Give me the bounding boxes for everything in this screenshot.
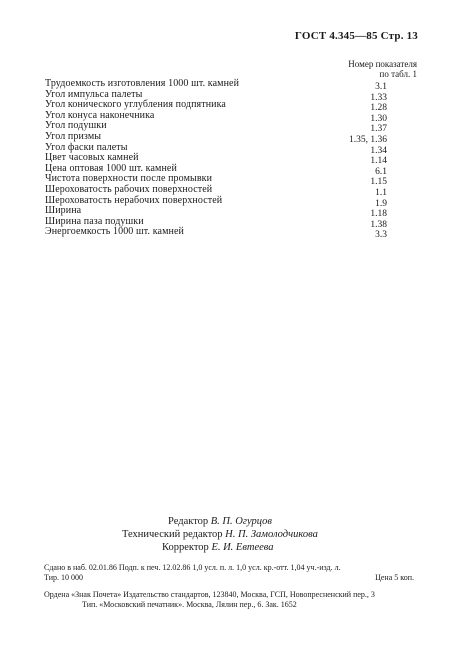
column-header-line2: по табл. 1: [379, 69, 417, 79]
row-value: 1.35, 1.36: [349, 134, 387, 145]
editor-name: В. П. Огурцов: [210, 516, 272, 527]
row-value: 1.38: [370, 219, 387, 230]
row-value: 3.3: [375, 230, 387, 241]
column-header: [348, 59, 417, 79]
tech-editor-line: [122, 528, 318, 541]
row-value: 1.15: [370, 177, 387, 188]
imprint-line1: Сдано в наб. 02.01.86 Подп. к печ. 12.02.86 1,0 усл. п. л. 1,0 усл. кр.-отт. 1,04 уч.-изд. л.: [44, 563, 341, 572]
tech-editor-role: Технический редактор: [122, 529, 223, 540]
row-value: 1.28: [370, 103, 387, 114]
editors-block: [122, 515, 318, 554]
editor-line: [122, 515, 318, 528]
row-value: 1.18: [370, 209, 387, 220]
page-header: ГОСТ 4.345—85 Стр. 13: [294, 30, 418, 42]
row-name: Угол импульса палеты: [45, 88, 143, 100]
row-name: Ширина: [45, 205, 82, 217]
row-name: Угол фаски палеты: [45, 141, 128, 153]
row-name: Шероховатость рабочих поверхностей: [45, 183, 213, 195]
price: Цена 5 коп.: [375, 572, 414, 582]
table-row: [45, 226, 387, 241]
row-value: 1.14: [370, 156, 387, 167]
row-name: Угол призмы: [45, 130, 102, 142]
corrector-name: Е. И. Евтеева: [211, 542, 274, 553]
printer-line: Тип. «Московский печатник». Москва, Лялин пер., 6. Зак. 1652: [82, 600, 297, 609]
row-name: Шероховатость нерабочих поверхностей: [45, 194, 223, 206]
row-name: Цена оптовая 1000 шт. камней: [45, 162, 177, 174]
row-value: 1.33: [370, 92, 387, 103]
row-value: 1.1: [375, 187, 387, 198]
tech-editor-name: Н. П. Замолодчикова: [225, 529, 318, 540]
row-value: 6.1: [375, 166, 387, 177]
row-name: Цвет часовых камней: [45, 152, 139, 164]
corrector-line: [122, 541, 318, 554]
indicator-table: [45, 78, 387, 241]
row-name: Угол подушки: [45, 120, 107, 132]
corrector-role: Корректор: [162, 542, 209, 553]
row-value: 1.37: [370, 124, 387, 135]
table-row: [45, 185, 387, 196]
row-name: Энергоемкость 1000 шт. камней: [45, 226, 184, 238]
row-name: Трудоемкость изготовления 1000 шт. камней: [45, 78, 240, 89]
row-value: 1.34: [370, 145, 387, 156]
table-row: [45, 132, 387, 143]
row-name: Чистота поверхности после промывки: [45, 173, 213, 185]
table-row: [45, 196, 387, 207]
column-header-line1: Номер показателя: [348, 59, 417, 69]
imprint-line2: [44, 573, 414, 583]
publisher-line: Ордена «Знак Почета» Издательство стандартов, 123840, Москва, ГСП, Новопресненский пер., 3: [44, 590, 375, 599]
row-value: 1.30: [370, 113, 387, 124]
print-run: Тир. 10 000: [44, 572, 83, 582]
publisher-footer: [44, 590, 414, 610]
row-value: 3.1: [375, 82, 387, 92]
row-name: Угол конуса наконечника: [45, 109, 155, 121]
imprint-block: [44, 563, 414, 582]
table-row: [45, 79, 387, 90]
row-value: 1.9: [375, 198, 387, 209]
row-name: Ширина паза подушки: [45, 215, 144, 227]
row-name: Угол конического углубления подпятника: [45, 99, 226, 111]
editor-role: Редактор: [168, 516, 209, 527]
